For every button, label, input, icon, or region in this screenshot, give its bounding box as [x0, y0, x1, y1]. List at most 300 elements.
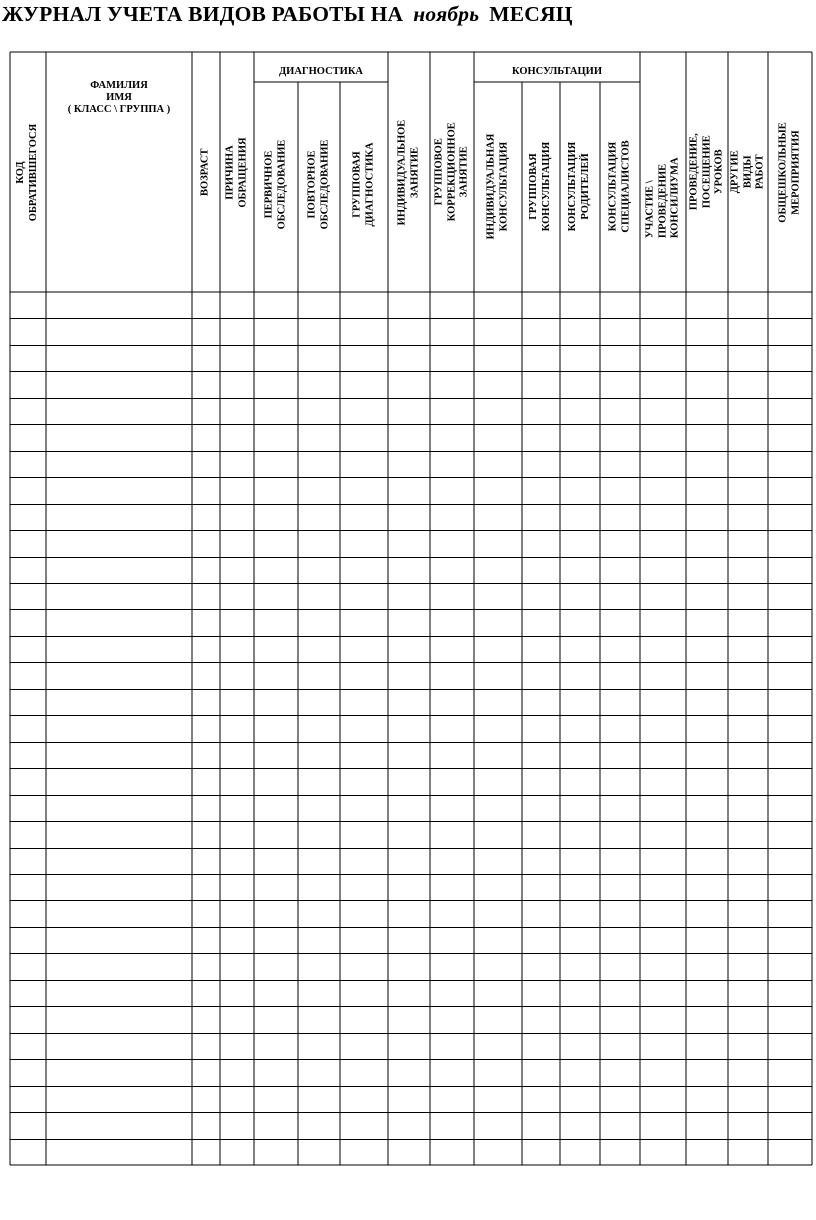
table-cell[interactable]	[475, 796, 522, 821]
table-cell[interactable]	[193, 452, 220, 477]
table-cell[interactable]	[389, 505, 430, 530]
table-cell[interactable]	[221, 293, 254, 318]
table-cell[interactable]	[431, 901, 474, 926]
table-cell[interactable]	[11, 610, 46, 635]
table-cell[interactable]	[729, 1034, 768, 1059]
table-cell[interactable]	[299, 901, 340, 926]
table-cell[interactable]	[193, 769, 220, 794]
table-cell[interactable]	[601, 981, 640, 1006]
table-cell[interactable]	[641, 663, 686, 688]
table-cell[interactable]	[641, 558, 686, 583]
table-cell[interactable]	[389, 637, 430, 662]
table-cell[interactable]	[561, 769, 600, 794]
table-cell[interactable]	[11, 531, 46, 556]
table-cell[interactable]	[255, 584, 298, 609]
table-cell[interactable]	[769, 1140, 812, 1165]
table-cell[interactable]	[299, 452, 340, 477]
table-cell[interactable]	[221, 610, 254, 635]
table-cell[interactable]	[255, 399, 298, 424]
table-cell[interactable]	[601, 769, 640, 794]
table-cell[interactable]	[299, 954, 340, 979]
table-cell[interactable]	[431, 531, 474, 556]
table-cell[interactable]	[769, 399, 812, 424]
table-cell[interactable]	[193, 796, 220, 821]
table-cell[interactable]	[193, 584, 220, 609]
table-cell[interactable]	[11, 981, 46, 1006]
table-cell[interactable]	[47, 610, 192, 635]
table-cell[interactable]	[255, 716, 298, 741]
table-cell[interactable]	[11, 637, 46, 662]
table-cell[interactable]	[769, 822, 812, 847]
table-cell[interactable]	[193, 981, 220, 1006]
table-cell[interactable]	[431, 558, 474, 583]
table-cell[interactable]	[47, 928, 192, 953]
table-cell[interactable]	[255, 372, 298, 397]
table-cell[interactable]	[431, 1087, 474, 1112]
table-cell[interactable]	[523, 637, 560, 662]
table-cell[interactable]	[255, 822, 298, 847]
table-cell[interactable]	[221, 1060, 254, 1085]
table-cell[interactable]	[687, 584, 728, 609]
table-cell[interactable]	[523, 372, 560, 397]
table-cell[interactable]	[769, 346, 812, 371]
table-cell[interactable]	[431, 954, 474, 979]
table-cell[interactable]	[687, 531, 728, 556]
table-cell[interactable]	[561, 663, 600, 688]
table-cell[interactable]	[341, 954, 388, 979]
table-cell[interactable]	[523, 584, 560, 609]
table-cell[interactable]	[561, 372, 600, 397]
table-cell[interactable]	[431, 743, 474, 768]
table-cell[interactable]	[523, 1060, 560, 1085]
table-cell[interactable]	[561, 637, 600, 662]
table-cell[interactable]	[11, 319, 46, 344]
table-cell[interactable]	[523, 1113, 560, 1138]
table-cell[interactable]	[475, 505, 522, 530]
table-cell[interactable]	[687, 928, 728, 953]
table-cell[interactable]	[523, 954, 560, 979]
table-cell[interactable]	[523, 663, 560, 688]
table-cell[interactable]	[255, 505, 298, 530]
table-cell[interactable]	[389, 954, 430, 979]
table-cell[interactable]	[641, 637, 686, 662]
table-cell[interactable]	[561, 928, 600, 953]
table-cell[interactable]	[729, 637, 768, 662]
table-cell[interactable]	[11, 1140, 46, 1165]
table-cell[interactable]	[255, 637, 298, 662]
table-cell[interactable]	[601, 346, 640, 371]
table-cell[interactable]	[687, 901, 728, 926]
table-cell[interactable]	[341, 716, 388, 741]
table-cell[interactable]	[601, 822, 640, 847]
table-cell[interactable]	[255, 1007, 298, 1032]
table-cell[interactable]	[431, 584, 474, 609]
table-cell[interactable]	[523, 875, 560, 900]
table-cell[interactable]	[641, 1087, 686, 1112]
table-cell[interactable]	[729, 1113, 768, 1138]
table-cell[interactable]	[561, 1087, 600, 1112]
table-cell[interactable]	[299, 716, 340, 741]
table-cell[interactable]	[431, 769, 474, 794]
table-cell[interactable]	[341, 928, 388, 953]
table-cell[interactable]	[431, 452, 474, 477]
table-cell[interactable]	[687, 849, 728, 874]
table-cell[interactable]	[389, 610, 430, 635]
table-cell[interactable]	[221, 1034, 254, 1059]
table-cell[interactable]	[299, 981, 340, 1006]
table-cell[interactable]	[341, 901, 388, 926]
table-cell[interactable]	[193, 743, 220, 768]
table-cell[interactable]	[687, 981, 728, 1006]
table-cell[interactable]	[389, 425, 430, 450]
table-cell[interactable]	[729, 610, 768, 635]
table-cell[interactable]	[389, 478, 430, 503]
table-cell[interactable]	[641, 319, 686, 344]
table-cell[interactable]	[523, 319, 560, 344]
table-cell[interactable]	[47, 1060, 192, 1085]
table-cell[interactable]	[769, 769, 812, 794]
table-cell[interactable]	[389, 663, 430, 688]
table-cell[interactable]	[601, 1034, 640, 1059]
table-cell[interactable]	[561, 796, 600, 821]
table-cell[interactable]	[561, 849, 600, 874]
table-cell[interactable]	[769, 478, 812, 503]
table-cell[interactable]	[523, 928, 560, 953]
table-cell[interactable]	[687, 372, 728, 397]
table-cell[interactable]	[389, 1007, 430, 1032]
table-cell[interactable]	[221, 425, 254, 450]
table-cell[interactable]	[523, 478, 560, 503]
table-cell[interactable]	[431, 319, 474, 344]
table-cell[interactable]	[729, 901, 768, 926]
table-cell[interactable]	[431, 690, 474, 715]
table-cell[interactable]	[641, 610, 686, 635]
table-cell[interactable]	[221, 1113, 254, 1138]
table-cell[interactable]	[341, 1087, 388, 1112]
table-cell[interactable]	[299, 372, 340, 397]
table-cell[interactable]	[389, 901, 430, 926]
table-cell[interactable]	[47, 531, 192, 556]
table-cell[interactable]	[729, 425, 768, 450]
table-cell[interactable]	[729, 399, 768, 424]
table-cell[interactable]	[47, 478, 192, 503]
table-cell[interactable]	[431, 372, 474, 397]
table-cell[interactable]	[561, 293, 600, 318]
table-cell[interactable]	[769, 1034, 812, 1059]
table-cell[interactable]	[389, 716, 430, 741]
table-cell[interactable]	[641, 372, 686, 397]
table-cell[interactable]	[47, 425, 192, 450]
table-cell[interactable]	[431, 399, 474, 424]
table-cell[interactable]	[193, 822, 220, 847]
table-cell[interactable]	[475, 478, 522, 503]
table-cell[interactable]	[341, 981, 388, 1006]
table-cell[interactable]	[255, 981, 298, 1006]
table-cell[interactable]	[601, 849, 640, 874]
table-cell[interactable]	[193, 1060, 220, 1085]
table-cell[interactable]	[641, 452, 686, 477]
table-cell[interactable]	[475, 637, 522, 662]
table-cell[interactable]	[475, 875, 522, 900]
table-cell[interactable]	[47, 954, 192, 979]
table-cell[interactable]	[299, 584, 340, 609]
table-cell[interactable]	[523, 399, 560, 424]
table-cell[interactable]	[299, 425, 340, 450]
table-cell[interactable]	[601, 558, 640, 583]
table-cell[interactable]	[299, 293, 340, 318]
table-cell[interactable]	[389, 1113, 430, 1138]
table-cell[interactable]	[11, 425, 46, 450]
table-cell[interactable]	[475, 849, 522, 874]
table-cell[interactable]	[475, 346, 522, 371]
table-cell[interactable]	[687, 690, 728, 715]
table-cell[interactable]	[299, 690, 340, 715]
table-cell[interactable]	[47, 346, 192, 371]
table-cell[interactable]	[255, 1140, 298, 1165]
table-cell[interactable]	[729, 584, 768, 609]
table-cell[interactable]	[523, 981, 560, 1006]
table-cell[interactable]	[729, 663, 768, 688]
table-cell[interactable]	[523, 690, 560, 715]
table-cell[interactable]	[193, 663, 220, 688]
table-cell[interactable]	[523, 346, 560, 371]
table-cell[interactable]	[687, 1087, 728, 1112]
table-cell[interactable]	[523, 1140, 560, 1165]
table-cell[interactable]	[389, 558, 430, 583]
table-cell[interactable]	[601, 319, 640, 344]
table-cell[interactable]	[769, 319, 812, 344]
table-cell[interactable]	[687, 452, 728, 477]
table-cell[interactable]	[431, 981, 474, 1006]
table-cell[interactable]	[389, 452, 430, 477]
table-cell[interactable]	[11, 875, 46, 900]
table-cell[interactable]	[601, 1087, 640, 1112]
table-cell[interactable]	[255, 319, 298, 344]
table-cell[interactable]	[729, 796, 768, 821]
table-cell[interactable]	[561, 716, 600, 741]
table-cell[interactable]	[341, 769, 388, 794]
table-cell[interactable]	[475, 452, 522, 477]
table-cell[interactable]	[193, 875, 220, 900]
table-cell[interactable]	[11, 1034, 46, 1059]
table-cell[interactable]	[47, 1140, 192, 1165]
table-cell[interactable]	[431, 478, 474, 503]
table-cell[interactable]	[561, 505, 600, 530]
table-cell[interactable]	[601, 478, 640, 503]
table-cell[interactable]	[687, 637, 728, 662]
table-cell[interactable]	[47, 1113, 192, 1138]
table-cell[interactable]	[769, 849, 812, 874]
table-cell[interactable]	[687, 558, 728, 583]
table-cell[interactable]	[601, 743, 640, 768]
table-cell[interactable]	[221, 769, 254, 794]
table-cell[interactable]	[641, 716, 686, 741]
table-cell[interactable]	[601, 875, 640, 900]
table-cell[interactable]	[641, 743, 686, 768]
table-cell[interactable]	[11, 1087, 46, 1112]
table-cell[interactable]	[341, 425, 388, 450]
table-cell[interactable]	[193, 1087, 220, 1112]
table-cell[interactable]	[389, 293, 430, 318]
table-cell[interactable]	[601, 663, 640, 688]
table-cell[interactable]	[729, 1007, 768, 1032]
table-cell[interactable]	[641, 478, 686, 503]
table-cell[interactable]	[431, 928, 474, 953]
table-cell[interactable]	[769, 663, 812, 688]
table-cell[interactable]	[11, 743, 46, 768]
table-cell[interactable]	[687, 822, 728, 847]
table-cell[interactable]	[299, 610, 340, 635]
table-cell[interactable]	[341, 875, 388, 900]
table-cell[interactable]	[431, 1140, 474, 1165]
table-cell[interactable]	[193, 637, 220, 662]
table-cell[interactable]	[475, 743, 522, 768]
table-cell[interactable]	[389, 372, 430, 397]
table-cell[interactable]	[729, 478, 768, 503]
table-cell[interactable]	[193, 928, 220, 953]
table-cell[interactable]	[431, 1007, 474, 1032]
table-cell[interactable]	[561, 610, 600, 635]
table-cell[interactable]	[431, 822, 474, 847]
table-cell[interactable]	[769, 690, 812, 715]
table-cell[interactable]	[221, 637, 254, 662]
table-cell[interactable]	[299, 1007, 340, 1032]
table-cell[interactable]	[475, 1113, 522, 1138]
table-cell[interactable]	[687, 875, 728, 900]
table-cell[interactable]	[561, 875, 600, 900]
table-cell[interactable]	[641, 928, 686, 953]
table-cell[interactable]	[729, 928, 768, 953]
table-cell[interactable]	[729, 822, 768, 847]
table-cell[interactable]	[729, 372, 768, 397]
table-cell[interactable]	[11, 1007, 46, 1032]
table-cell[interactable]	[641, 531, 686, 556]
table-cell[interactable]	[255, 769, 298, 794]
table-cell[interactable]	[601, 901, 640, 926]
table-cell[interactable]	[47, 981, 192, 1006]
table-cell[interactable]	[475, 1140, 522, 1165]
table-cell[interactable]	[11, 372, 46, 397]
table-cell[interactable]	[341, 1060, 388, 1085]
table-cell[interactable]	[687, 1060, 728, 1085]
table-cell[interactable]	[221, 849, 254, 874]
table-cell[interactable]	[431, 346, 474, 371]
table-cell[interactable]	[431, 663, 474, 688]
table-cell[interactable]	[561, 558, 600, 583]
table-cell[interactable]	[47, 901, 192, 926]
table-cell[interactable]	[769, 875, 812, 900]
table-cell[interactable]	[389, 1060, 430, 1085]
table-cell[interactable]	[341, 796, 388, 821]
table-cell[interactable]	[193, 690, 220, 715]
table-cell[interactable]	[341, 822, 388, 847]
table-cell[interactable]	[299, 769, 340, 794]
table-cell[interactable]	[221, 981, 254, 1006]
table-cell[interactable]	[561, 743, 600, 768]
table-cell[interactable]	[11, 954, 46, 979]
table-cell[interactable]	[431, 875, 474, 900]
table-cell[interactable]	[687, 769, 728, 794]
table-cell[interactable]	[601, 1060, 640, 1085]
table-cell[interactable]	[341, 1034, 388, 1059]
table-cell[interactable]	[561, 954, 600, 979]
table-cell[interactable]	[255, 796, 298, 821]
table-cell[interactable]	[341, 584, 388, 609]
table-cell[interactable]	[255, 849, 298, 874]
table-cell[interactable]	[299, 1140, 340, 1165]
table-cell[interactable]	[475, 663, 522, 688]
table-cell[interactable]	[523, 610, 560, 635]
table-cell[interactable]	[729, 981, 768, 1006]
table-cell[interactable]	[47, 372, 192, 397]
table-cell[interactable]	[299, 663, 340, 688]
table-cell[interactable]	[47, 663, 192, 688]
table-cell[interactable]	[729, 849, 768, 874]
table-cell[interactable]	[601, 716, 640, 741]
table-cell[interactable]	[561, 1060, 600, 1085]
table-cell[interactable]	[255, 531, 298, 556]
table-cell[interactable]	[341, 663, 388, 688]
table-cell[interactable]	[561, 452, 600, 477]
table-cell[interactable]	[729, 769, 768, 794]
table-cell[interactable]	[389, 822, 430, 847]
table-cell[interactable]	[601, 1113, 640, 1138]
table-cell[interactable]	[193, 399, 220, 424]
table-cell[interactable]	[255, 478, 298, 503]
table-cell[interactable]	[601, 399, 640, 424]
table-cell[interactable]	[687, 1007, 728, 1032]
table-cell[interactable]	[255, 346, 298, 371]
table-cell[interactable]	[11, 478, 46, 503]
table-cell[interactable]	[221, 901, 254, 926]
table-cell[interactable]	[221, 954, 254, 979]
table-cell[interactable]	[431, 1060, 474, 1085]
table-cell[interactable]	[729, 505, 768, 530]
table-cell[interactable]	[769, 901, 812, 926]
table-cell[interactable]	[641, 981, 686, 1006]
table-cell[interactable]	[687, 1113, 728, 1138]
table-cell[interactable]	[641, 822, 686, 847]
table-cell[interactable]	[431, 849, 474, 874]
table-cell[interactable]	[11, 849, 46, 874]
table-cell[interactable]	[389, 319, 430, 344]
table-cell[interactable]	[221, 928, 254, 953]
table-cell[interactable]	[523, 769, 560, 794]
table-cell[interactable]	[341, 505, 388, 530]
table-cell[interactable]	[475, 769, 522, 794]
table-cell[interactable]	[561, 1113, 600, 1138]
table-cell[interactable]	[687, 663, 728, 688]
table-cell[interactable]	[47, 716, 192, 741]
table-cell[interactable]	[47, 319, 192, 344]
table-cell[interactable]	[475, 319, 522, 344]
table-cell[interactable]	[687, 743, 728, 768]
table-cell[interactable]	[601, 796, 640, 821]
table-cell[interactable]	[11, 1060, 46, 1085]
table-cell[interactable]	[255, 1060, 298, 1085]
table-cell[interactable]	[47, 822, 192, 847]
table-cell[interactable]	[221, 452, 254, 477]
table-cell[interactable]	[475, 822, 522, 847]
table-cell[interactable]	[641, 901, 686, 926]
table-cell[interactable]	[221, 584, 254, 609]
table-cell[interactable]	[769, 610, 812, 635]
table-cell[interactable]	[523, 1087, 560, 1112]
table-cell[interactable]	[475, 610, 522, 635]
table-cell[interactable]	[729, 319, 768, 344]
table-cell[interactable]	[523, 558, 560, 583]
table-cell[interactable]	[523, 1034, 560, 1059]
